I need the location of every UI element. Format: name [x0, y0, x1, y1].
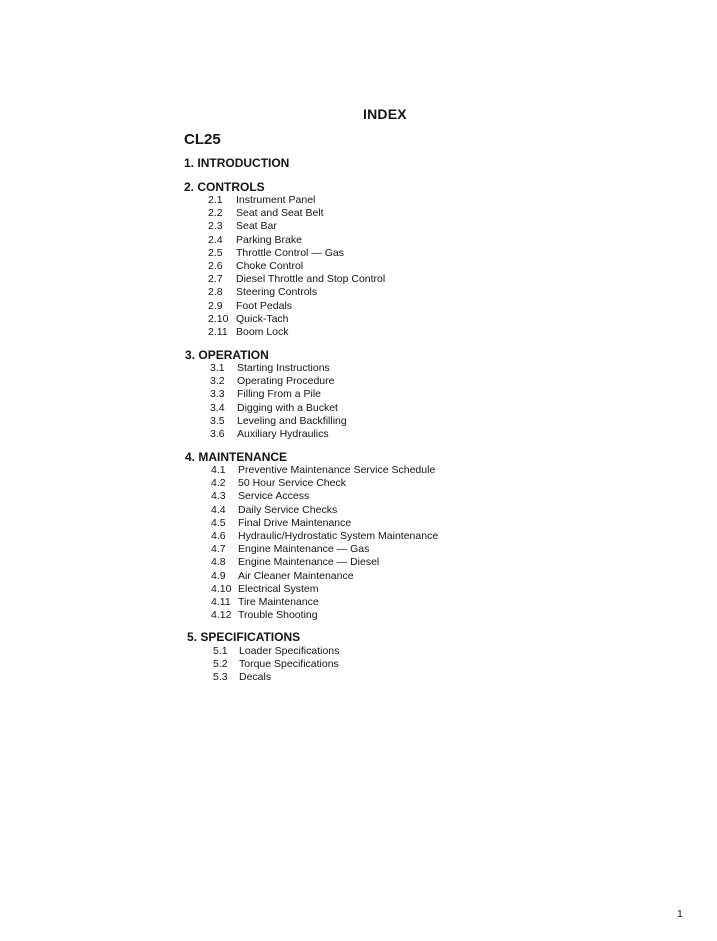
subsection-label: Operating Procedure [237, 375, 335, 388]
subsection-label: Filling From a Pile [237, 388, 322, 401]
section-heading [187, 630, 300, 644]
subsection-label: Engine Maintenance — Diesel [238, 556, 380, 569]
section-number: 5. [187, 630, 198, 644]
subsection-number: 4.3 [211, 490, 226, 503]
subsection-label: Seat Bar [236, 220, 277, 233]
subsection-label: Tire Maintenance [238, 595, 319, 608]
subsection-label: Leveling and Backfilling [237, 414, 347, 427]
subsection-number: 2.3 [208, 220, 223, 233]
subsection-number: 2.1 [208, 194, 223, 206]
subsection-label: Seat and Seat Belt [236, 207, 324, 220]
subsection-number: 4.6 [211, 529, 226, 542]
section-heading [185, 450, 287, 464]
model-heading: CL25 [184, 131, 221, 148]
section-number: 2. [184, 180, 195, 194]
section-title: OPERATION [198, 348, 269, 362]
subsection-label: Engine Maintenance — Gas [238, 543, 370, 556]
subsection-number: 4.1 [211, 464, 226, 476]
subsection-label: Loader Specifications [239, 645, 340, 657]
subsection-number: 2.6 [208, 259, 223, 272]
subsection-number: 2.11 [208, 325, 228, 338]
subsection-label: Steering Controls [236, 286, 318, 299]
section-number: 1. [184, 156, 195, 170]
section-heading [185, 348, 269, 362]
subsection-label: Decals [239, 671, 272, 684]
section-number: 3. [185, 348, 196, 362]
subsection-number: 4.12 [211, 609, 232, 622]
section-title: INTRODUCTION [197, 156, 290, 170]
section-title: CONTROLS [197, 180, 265, 194]
subsection-label: Auxiliary Hydraulics [237, 427, 329, 440]
subsection-number: 5.3 [213, 671, 228, 684]
section-number: 4. [185, 450, 196, 464]
subsection-label: Final Drive Maintenance [238, 516, 352, 529]
subsection-number: 4.2 [211, 477, 226, 490]
subsection-number: 2.10 [208, 312, 229, 325]
subsection-label: Torque Specifications [239, 658, 339, 671]
subsection-number: 4.7 [211, 543, 226, 556]
subsection-label: Instrument Panel [236, 194, 316, 206]
subsection-label: 50 Hour Service Check [238, 477, 346, 490]
subsection-number: 2.5 [208, 246, 223, 259]
subsection-number: 4.11 [211, 595, 231, 608]
section-title: SPECIFICATIONS [200, 630, 301, 644]
subsection-label: Throttle Control — Gas [236, 246, 344, 259]
subsection-number: 3.2 [210, 375, 225, 388]
subsection-label: Starting Instructions [237, 362, 330, 374]
subsection-label: Digging with a Bucket [237, 401, 338, 414]
subsection-number: 4.10 [211, 582, 232, 595]
subsection-number: 2.2 [208, 207, 223, 220]
subsection-number: 3.6 [210, 427, 225, 440]
subsection-number: 3.3 [210, 388, 225, 401]
subsection-label: Boom Lock [236, 325, 289, 338]
subsection-number: 3.4 [210, 401, 225, 414]
subsection-label: Daily Service Checks [238, 503, 338, 516]
page-number: 1 [677, 908, 683, 920]
subsection-number: 4.5 [211, 516, 226, 529]
subsection-label: Foot Pedals [236, 299, 293, 312]
section-title: MAINTENANCE [198, 450, 288, 464]
subsection-number: 4.8 [211, 556, 226, 569]
subsection-number: 5.2 [213, 658, 228, 671]
subsection-number: 5.1 [213, 645, 228, 657]
subsection-label: Quick-Tach [236, 312, 289, 325]
page-title: INDEX [363, 106, 407, 122]
subsection-label: Choke Control [236, 259, 304, 272]
subsection-label: Electrical System [238, 582, 319, 595]
subsection-number: 2.7 [208, 273, 223, 286]
subsection-label: Diesel Throttle and Stop Control [236, 273, 386, 286]
subsection-label: Preventive Maintenance Service Schedule [238, 464, 436, 476]
subsection-number: 2.4 [208, 233, 223, 246]
subsection-number: 2.9 [208, 299, 223, 312]
subsection-label: Hydraulic/Hydrostatic System Maintenance [238, 529, 439, 542]
subsection-number: 4.4 [211, 503, 226, 516]
section-heading [184, 180, 265, 194]
subsection-label: Parking Brake [236, 233, 302, 246]
section-heading [184, 156, 289, 170]
subsection-label: Air Cleaner Maintenance [238, 569, 354, 582]
subsection-number: 3.1 [210, 362, 225, 374]
subsection-number: 3.5 [210, 414, 225, 427]
subsection-label: Trouble Shooting [238, 609, 318, 622]
subsection-label: Service Access [238, 490, 310, 503]
subsection-number: 4.9 [211, 569, 226, 582]
subsection-number: 2.8 [208, 286, 223, 299]
